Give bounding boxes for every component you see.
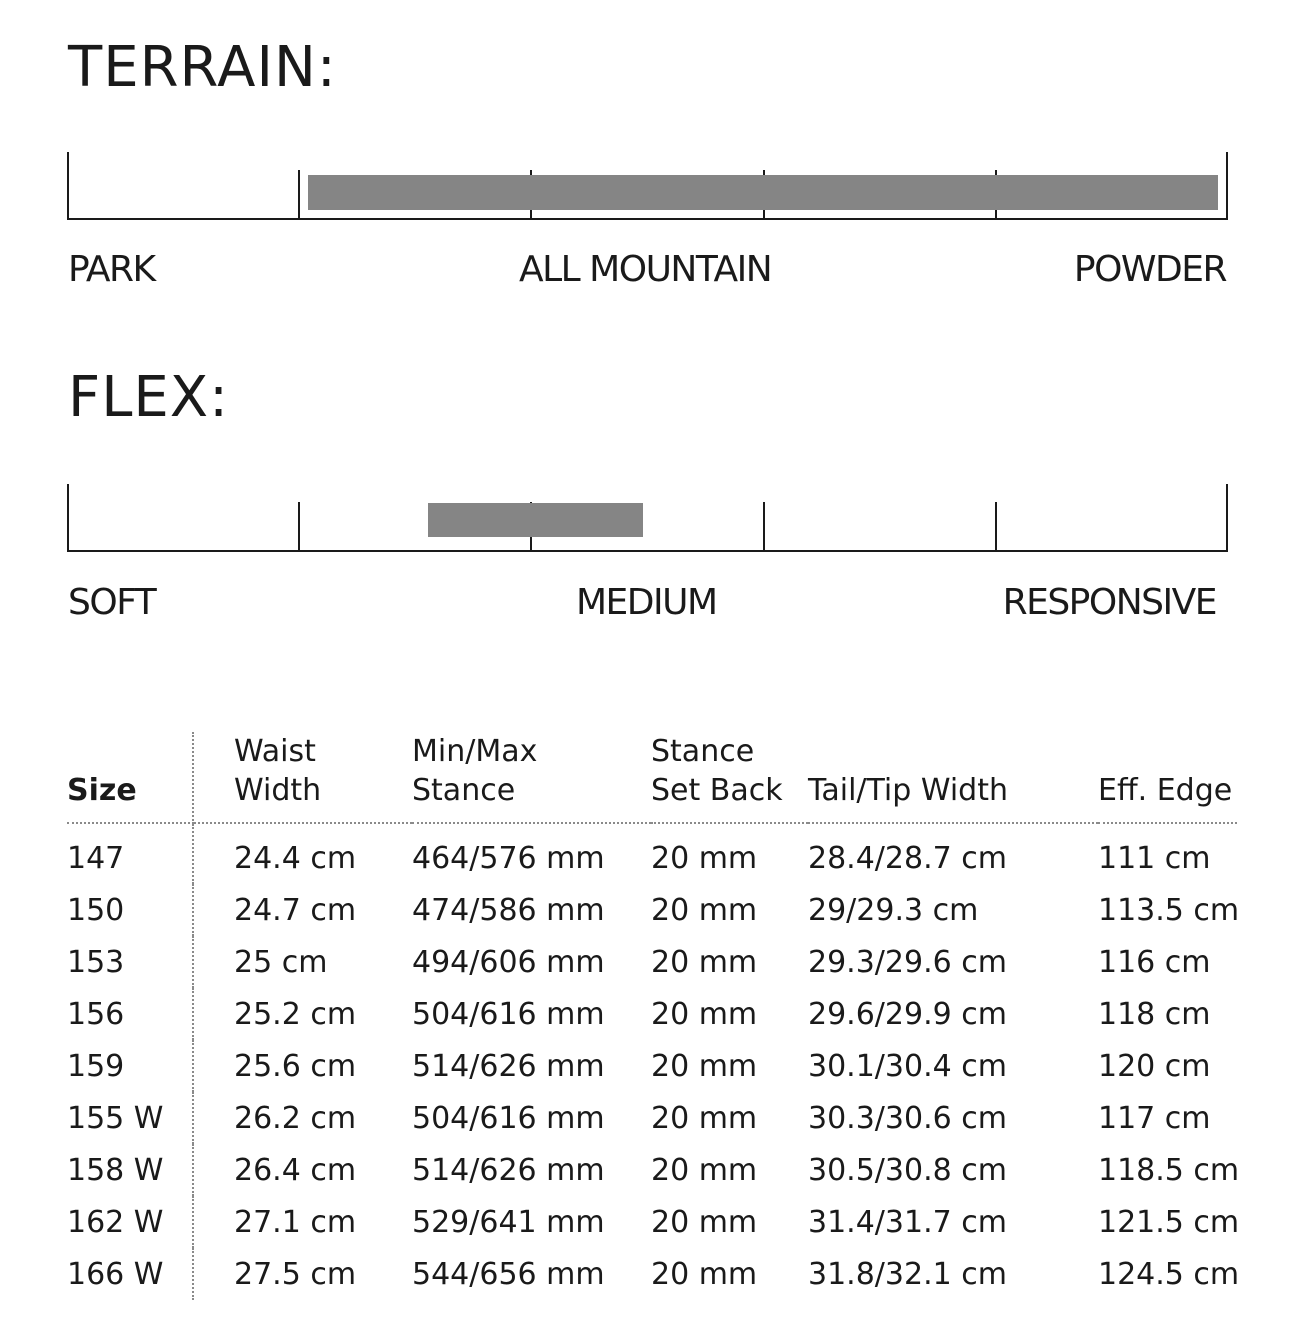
cell-stance-set-back: 20 mm: [651, 1204, 758, 1240]
cell-stance-set-back: 20 mm: [651, 944, 758, 980]
table-row: [67, 884, 1237, 936]
cell-waist-width: 25 cm: [234, 944, 328, 980]
header-size: Size: [67, 732, 193, 823]
cell-size: 153: [67, 936, 193, 988]
header-stance-set-back: Stance Set Back: [651, 732, 808, 823]
cell-eff-edge: 116 cm: [1098, 944, 1211, 980]
terrain-label-park: PARK: [68, 249, 155, 290]
cell-waist-width: 24.4 cm: [234, 840, 357, 876]
terrain-tick-0: [67, 152, 69, 220]
flex-scale: [67, 482, 1228, 552]
cell-eff-edge: 113.5 cm: [1098, 892, 1240, 928]
cell-size: 158 W: [67, 1144, 193, 1196]
cell-waist-width: 24.7 cm: [234, 892, 357, 928]
terrain-tick-1: [298, 170, 300, 220]
cell-min-max-stance: 504/616 mm: [412, 996, 605, 1032]
specs-header-row: [67, 732, 1237, 823]
cell-min-max-stance: 504/616 mm: [412, 1100, 605, 1136]
cell-size: 156: [67, 988, 193, 1040]
cell-eff-edge: 120 cm: [1098, 1048, 1211, 1084]
cell-waist-width: 26.4 cm: [234, 1152, 357, 1188]
cell-tail-tip-width: 29/29.3 cm: [808, 892, 979, 928]
cell-tail-tip-width: 30.3/30.6 cm: [808, 1100, 1007, 1136]
flex-tick-1: [298, 502, 300, 552]
table-row: [67, 936, 1237, 988]
cell-stance-set-back: 20 mm: [651, 840, 758, 876]
cell-eff-edge: 117 cm: [1098, 1100, 1211, 1136]
cell-waist-width: 27.1 cm: [234, 1204, 357, 1240]
header-min-max-stance: Min/Max Stance: [412, 732, 651, 823]
cell-tail-tip-width: 29.3/29.6 cm: [808, 944, 1007, 980]
cell-min-max-stance: 464/576 mm: [412, 840, 605, 876]
cell-tail-tip-width: 28.4/28.7 cm: [808, 840, 1007, 876]
terrain-scale: [67, 150, 1228, 220]
flex-range-bar: [428, 503, 643, 537]
cell-tail-tip-width: 31.8/32.1 cm: [808, 1256, 1007, 1292]
cell-stance-set-back: 20 mm: [651, 892, 758, 928]
cell-tail-tip-width: 31.4/31.7 cm: [808, 1204, 1007, 1240]
cell-stance-set-back: 20 mm: [651, 996, 758, 1032]
cell-stance-set-back: 20 mm: [651, 1048, 758, 1084]
cell-stance-set-back: 20 mm: [651, 1100, 758, 1136]
cell-min-max-stance: 494/606 mm: [412, 944, 605, 980]
table-row: [67, 1196, 1237, 1248]
flex-tick-5: [1226, 484, 1228, 552]
cell-eff-edge: 121.5 cm: [1098, 1204, 1240, 1240]
cell-min-max-stance: 544/656 mm: [412, 1256, 605, 1292]
cell-size: 147: [67, 823, 193, 884]
cell-tail-tip-width: 30.1/30.4 cm: [808, 1048, 1007, 1084]
flex-tick-4: [995, 502, 997, 552]
cell-eff-edge: 111 cm: [1098, 840, 1211, 876]
specs-table: [67, 732, 1240, 1300]
table-row: [67, 1092, 1237, 1144]
cell-min-max-stance: 514/626 mm: [412, 1152, 605, 1188]
terrain-scale-baseline: [67, 218, 1228, 220]
cell-size: 162 W: [67, 1196, 193, 1248]
table-row: [67, 1248, 1237, 1300]
cell-waist-width: 27.5 cm: [234, 1256, 357, 1292]
header-waist-width: Waist Width: [193, 732, 412, 823]
cell-eff-edge: 118 cm: [1098, 996, 1211, 1032]
flex-title: FLEX:: [68, 365, 230, 430]
header-tail-tip-width: Tail/Tip Width: [808, 732, 1098, 823]
terrain-title: TERRAIN:: [68, 35, 337, 100]
terrain-range-bar: [308, 175, 1218, 210]
flex-tick-0: [67, 484, 69, 552]
table-row: [67, 988, 1237, 1040]
flex-label-medium: MEDIUM: [576, 582, 717, 623]
terrain-label-powder: POWDER: [1073, 249, 1226, 290]
table-row: [67, 823, 1237, 884]
cell-min-max-stance: 529/641 mm: [412, 1204, 605, 1240]
cell-size: 150: [67, 884, 193, 936]
terrain-tick-5: [1226, 152, 1228, 220]
cell-size: 155 W: [67, 1092, 193, 1144]
header-eff-edge: Eff. Edge: [1098, 732, 1237, 823]
cell-stance-set-back: 20 mm: [651, 1152, 758, 1188]
cell-waist-width: 26.2 cm: [234, 1100, 357, 1136]
cell-size: 159: [67, 1040, 193, 1092]
cell-tail-tip-width: 30.5/30.8 cm: [808, 1152, 1007, 1188]
flex-label-soft: SOFT: [68, 582, 156, 623]
flex-scale-baseline: [67, 550, 1228, 552]
cell-waist-width: 25.6 cm: [234, 1048, 357, 1084]
cell-eff-edge: 118.5 cm: [1098, 1152, 1240, 1188]
cell-min-max-stance: 514/626 mm: [412, 1048, 605, 1084]
flex-tick-3: [763, 502, 765, 552]
flex-label-responsive: RESPONSIVE: [1002, 582, 1216, 623]
cell-eff-edge: 124.5 cm: [1098, 1256, 1240, 1292]
cell-waist-width: 25.2 cm: [234, 996, 357, 1032]
cell-tail-tip-width: 29.6/29.9 cm: [808, 996, 1007, 1032]
terrain-label-all-mountain: ALL MOUNTAIN: [519, 249, 772, 290]
cell-stance-set-back: 20 mm: [651, 1256, 758, 1292]
table-row: [67, 1040, 1237, 1092]
cell-min-max-stance: 474/586 mm: [412, 892, 605, 928]
table-row: [67, 1144, 1237, 1196]
cell-size: 166 W: [67, 1248, 193, 1300]
